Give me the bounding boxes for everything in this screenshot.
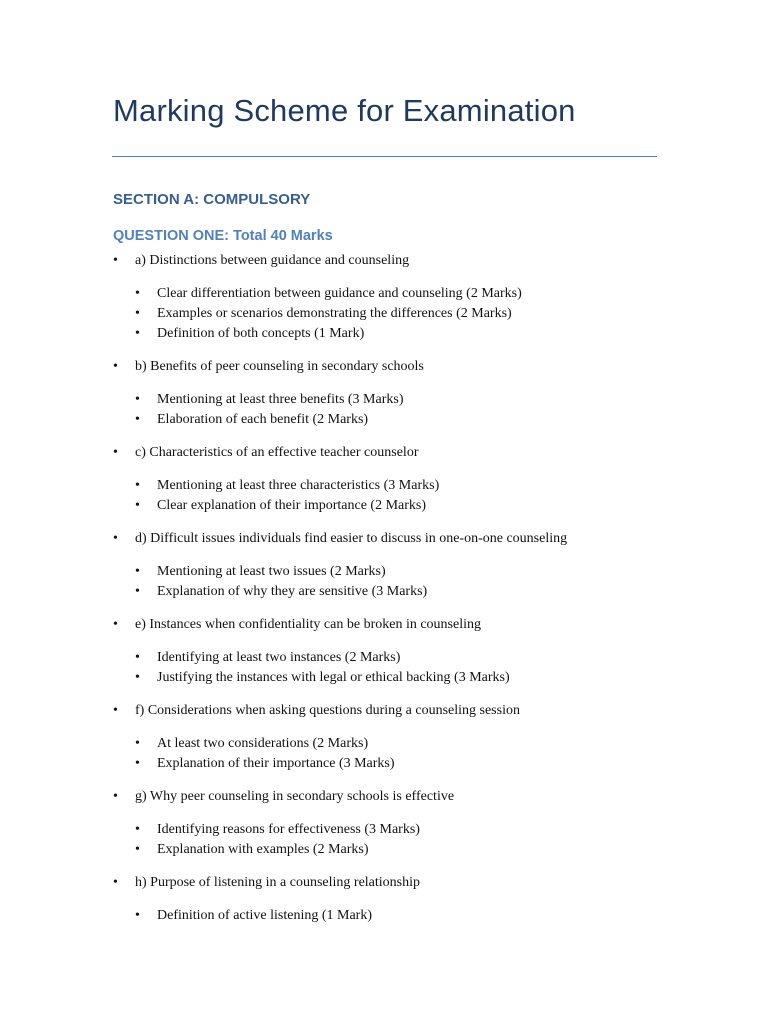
marking-criterion-item bbox=[0, 410, 768, 430]
marking-criterion-item bbox=[0, 582, 768, 602]
bullet-icon: • bbox=[135, 584, 140, 599]
bullet-icon: • bbox=[135, 392, 140, 407]
question-heading: QUESTION ONE: Total 40 Marks bbox=[113, 228, 333, 244]
bullet-icon: • bbox=[135, 306, 140, 321]
question-part-label: a) Distinctions between guidance and counseling bbox=[135, 253, 410, 268]
bullet-icon: • bbox=[135, 650, 140, 665]
bullet-icon: • bbox=[135, 286, 140, 301]
bullet-icon: • bbox=[135, 908, 140, 923]
bullet-icon: • bbox=[135, 670, 140, 685]
question-part-label: c) Characteristics of an effective teacher counselor bbox=[135, 445, 419, 460]
marking-criterion-text: Clear differentiation between guidance and counseling (2 Marks) bbox=[157, 286, 522, 301]
question-part-item bbox=[0, 443, 768, 463]
bullet-icon: • bbox=[135, 822, 140, 837]
marking-criterion-text: Explanation of their importance (3 Marks) bbox=[157, 756, 395, 771]
marking-criterion-item bbox=[0, 496, 768, 516]
marking-criterion-item bbox=[0, 820, 768, 840]
question-part-item bbox=[0, 251, 768, 271]
bullet-icon: • bbox=[113, 617, 118, 632]
bullet-icon: • bbox=[135, 498, 140, 513]
document-title: Marking Scheme for Examination bbox=[113, 93, 576, 128]
marking-criterion-item bbox=[0, 476, 768, 496]
question-part-item bbox=[0, 615, 768, 635]
question-part-label: e) Instances when confidentiality can be broken in counseling bbox=[135, 617, 481, 632]
bullet-icon: • bbox=[113, 359, 118, 374]
bullet-icon: • bbox=[135, 478, 140, 493]
bullet-icon: • bbox=[135, 412, 140, 427]
marking-criterion-item bbox=[0, 304, 768, 324]
bullet-icon: • bbox=[113, 253, 118, 268]
marking-criterion-text: Justifying the instances with legal or ethical backing (3 Marks) bbox=[157, 670, 510, 685]
marking-criterion-text: At least two considerations (2 Marks) bbox=[157, 736, 369, 751]
marking-criterion-text: Definition of active listening (1 Mark) bbox=[157, 908, 372, 923]
title-divider bbox=[112, 156, 657, 157]
marking-criterion-item bbox=[0, 840, 768, 860]
marking-criterion-item bbox=[0, 648, 768, 668]
bullet-icon: • bbox=[113, 703, 118, 718]
marking-criterion-text: Identifying reasons for effectiveness (3 Marks) bbox=[157, 822, 420, 837]
marking-criterion-item bbox=[0, 284, 768, 304]
marking-criterion-text: Mentioning at least three characteristics (3 Marks) bbox=[157, 478, 440, 493]
marking-criterion-text: Mentioning at least three benefits (3 Marks) bbox=[157, 392, 404, 407]
question-part-label: h) Purpose of listening in a counseling relationship bbox=[135, 875, 421, 890]
question-part-item bbox=[0, 357, 768, 377]
marking-criterion-text: Identifying at least two instances (2 Marks) bbox=[157, 650, 401, 665]
question-part-label: g) Why peer counseling in secondary schools is effective bbox=[135, 789, 455, 804]
marking-criterion-text: Explanation of why they are sensitive (3 Marks) bbox=[157, 584, 428, 599]
question-part-item bbox=[0, 701, 768, 721]
marking-criterion-text: Definition of both concepts (1 Mark) bbox=[157, 326, 365, 341]
question-part-item bbox=[0, 787, 768, 807]
question-part-label: b) Benefits of peer counseling in secondary schools bbox=[135, 359, 424, 374]
question-part-item bbox=[0, 873, 768, 893]
marking-criterion-text: Mentioning at least two issues (2 Marks) bbox=[157, 564, 386, 579]
bullet-icon: • bbox=[113, 875, 118, 890]
marking-criterion-item bbox=[0, 906, 768, 926]
marking-criterion-item bbox=[0, 562, 768, 582]
bullet-icon: • bbox=[135, 564, 140, 579]
bullet-icon: • bbox=[135, 756, 140, 771]
marking-criterion-text: Clear explanation of their importance (2 Marks) bbox=[157, 498, 427, 513]
bullet-icon: • bbox=[135, 736, 140, 751]
bullet-icon: • bbox=[135, 326, 140, 341]
marking-criterion-item bbox=[0, 668, 768, 688]
question-part-label: d) Difficult issues individuals find easier to discuss in one-on-one counseling bbox=[135, 531, 568, 546]
bullet-icon: • bbox=[135, 842, 140, 857]
bullet-icon: • bbox=[113, 445, 118, 460]
marking-criterion-item bbox=[0, 324, 768, 344]
marking-criterion-text: Explanation with examples (2 Marks) bbox=[157, 842, 369, 857]
marking-criterion-item bbox=[0, 390, 768, 410]
marking-criterion-text: Elaboration of each benefit (2 Marks) bbox=[157, 412, 369, 427]
question-part-label: f) Considerations when asking questions during a counseling session bbox=[135, 703, 520, 718]
marking-criterion-text: Examples or scenarios demonstrating the differences (2 Marks) bbox=[157, 306, 512, 321]
section-heading: SECTION A: COMPULSORY bbox=[113, 191, 311, 208]
bullet-icon: • bbox=[113, 531, 118, 546]
marking-criterion-item bbox=[0, 734, 768, 754]
marking-criterion-item bbox=[0, 754, 768, 774]
bullet-icon: • bbox=[113, 789, 118, 804]
question-part-item bbox=[0, 529, 768, 549]
